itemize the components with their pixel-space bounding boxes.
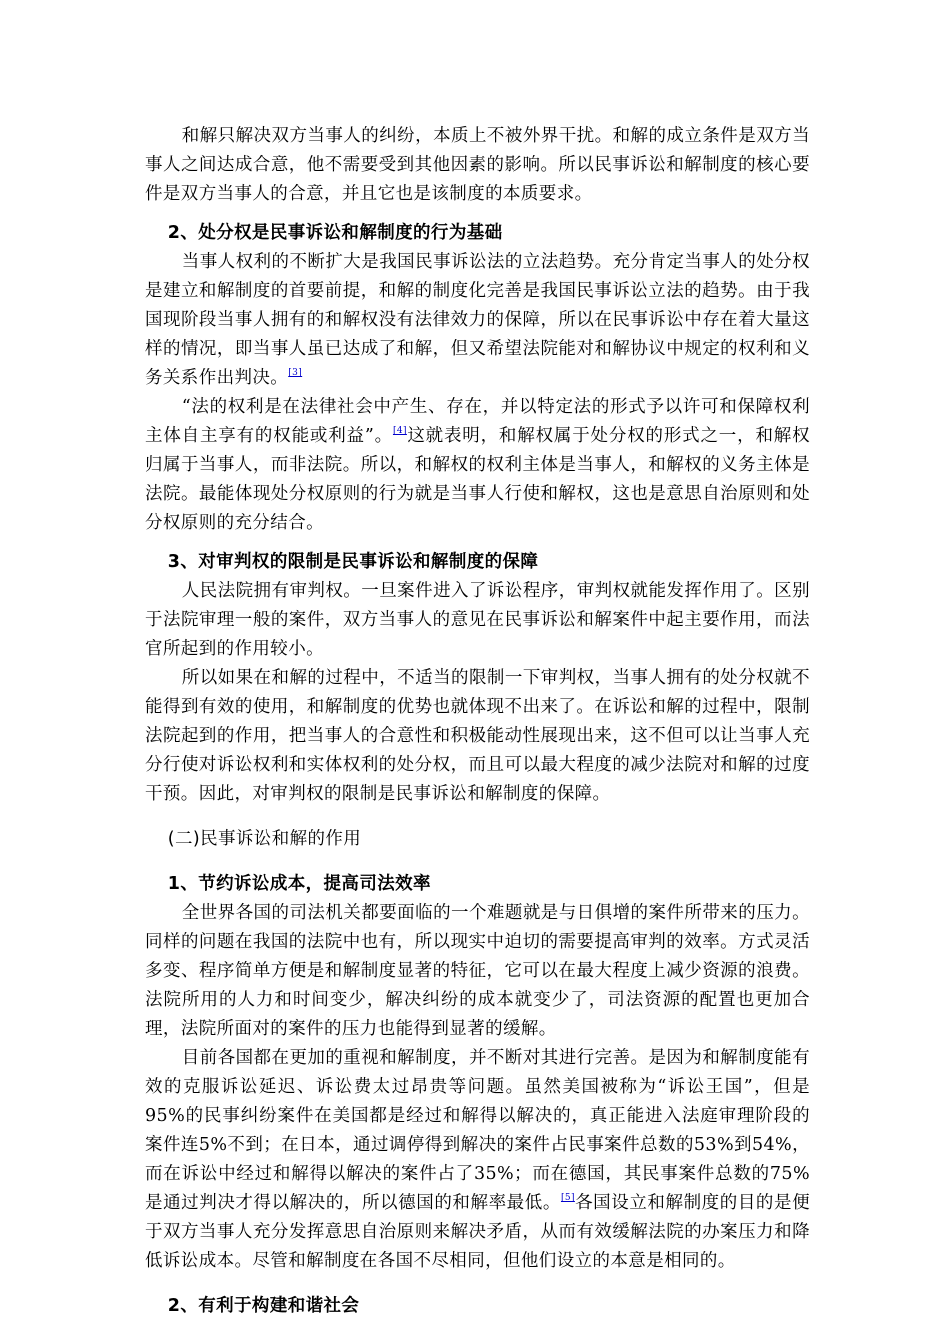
- paragraph: 所以如果在和解的过程中，不适当的限制一下审判权，当事人拥有的处分权就不能得到有效的使用，和解制度的优势也就体现不出来了。在诉讼和解的过程中，限制法院起到的作用，把当事人的合意性和积极能动性展现出来，这不但可以让当事人充分行使对诉讼权利和实体权利的处分权，而且可以最大程度的减少法院对和解的过度干预。因此，对审判权的限制是民事诉讼和解制度的保障。: [145, 668, 810, 804]
- section-heading: 1、节约诉讼成本，提高司法效率: [167, 874, 431, 894]
- footnote-ref[interactable]: [3]: [288, 368, 303, 378]
- paragraph: 人民法院拥有审判权。一旦案件进入了诉讼程序，审判权就能发挥作用了。区别于法院审理一般的案件，双方当事人的意见在民事诉讼和解案件中起主要作用，而法官所起到的作用较小。: [145, 581, 810, 659]
- section-heading: 2、处分权是民事诉讼和解制度的行为基础: [167, 223, 503, 243]
- document-body: [145, 122, 810, 1321]
- subsection-title: (二)民事诉讼和解的作用: [167, 829, 362, 849]
- section-heading: 3、对审判权的限制是民事诉讼和解制度的保障: [167, 552, 539, 572]
- section-heading: 2、有利于构建和谐社会: [167, 1296, 360, 1316]
- footnote-ref[interactable]: [4]: [392, 426, 407, 436]
- paragraph: 目前各国都在更加的重视和解制度，并不断对其进行完善。是因为和解制度能有效的克服诉讼延迟、诉讼费太过昂贵等问题。虽然美国被称为“诉讼王国”，但是95%的民事纠纷案件在美国都是经过和解得以解决的，真正能进入法庭审理阶段的案件连5%不到；在日本，通过调停得到解决的案件占民事案件总数的53%到54%，而在诉讼中经过和解得以解决的案件占了35%；而在德国，其民事案件总数的75%是通过判决才得以解决的，所以德国的和解率最低。[5]各国设立和解制度的目的是便于双方当事人充分发挥意思自治原则来解决矛盾，从而有效缓解法院的办案压力和降低诉讼成本。尽管和解制度在各国不尽相同，但他们设立的本意是相同的。: [145, 1048, 811, 1271]
- paragraph: 全世界各国的司法机关都要面临的一个难题就是与日俱增的案件所带来的压力。同样的问题在我国的法院中也有，所以现实中迫切的需要提高审判的效率。方式灵活多变、程序简单方便是和解制度显著的特征，它可以在最大程度上减少资源的浪费。法院所用的人力和时间变少，解决纠纷的成本就变少了，司法资源的配置也更加合理，法院所面对的案件的压力也能得到显著的缓解。: [145, 903, 810, 1039]
- footnote-ref[interactable]: [5]: [560, 1193, 575, 1203]
- paragraph: “法的权利是在法律社会中产生、存在，并以特定法的形式予以许可和保障权利主体自主享有的权能或利益”。[4]这就表明，和解权属于处分权的形式之一，和解权归属于当事人，而非法院。所以，和解权的权利主体是当事人，和解权的义务主体是法院。最能体现处分权原则的行为就是当事人行使和解权，这也是意思自治原则和处分权原则的充分结合。: [145, 397, 810, 533]
- paragraph: 和解只解决双方当事人的纠纷，本质上不被外界干扰。和解的成立条件是双方当事人之间达成合意，他不需要受到其他因素的影响。所以民事诉讼和解制度的核心要件是双方当事人的合意，并且它也是该制度的本质要求。: [145, 126, 810, 204]
- paragraph: 当事人权利的不断扩大是我国民事诉讼法的立法趋势。充分肯定当事人的处分权是建立和解制度的首要前提，和解的制度化完善是我国民事诉讼立法的趋势。由于我国现阶段当事人拥有的和解权没有法律效力的保障，所以在民事诉讼中存在着大量这样的情况，即当事人虽已达成了和解，但又希望法院能对和解协议中规定的权利和义务关系作出判决。[3]: [145, 252, 810, 388]
